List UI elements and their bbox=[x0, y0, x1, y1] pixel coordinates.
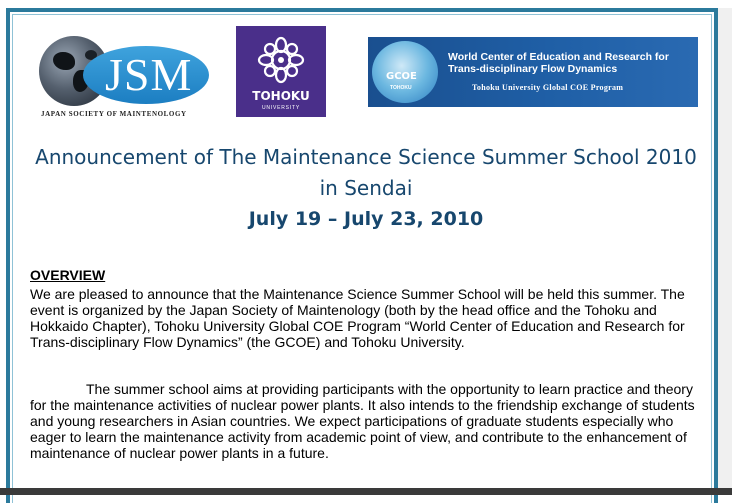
gcoe-program: Tohoku University Global COE Program bbox=[472, 83, 624, 92]
tohoku-university-logo bbox=[236, 26, 326, 117]
jsm-logo-caption: JAPAN SOCIETY OF MAINTENOLOGY bbox=[41, 110, 187, 118]
bottom-edge-bar bbox=[0, 488, 732, 495]
announcement-location: in Sendai bbox=[319, 176, 413, 200]
gcoe-badge-text: GCOE bbox=[386, 71, 417, 82]
overview-paragraph-2: The summer school aims at providing participants with the opportunity to learn practice and theory for the maintenance activities of nuclear power plants. It also intends to the friendship exchange of students and young researchers in Asian countries. We expect participations of graduate students especially who eager to learn the maintenance activity from academic point of view, and contribute to the enhancement of maintenance of nuclear power plants in a future. bbox=[30, 381, 695, 461]
gcoe-title: World Center of Education and Research for Trans-disciplinary Flow Dynamics bbox=[448, 51, 669, 75]
overview-heading: OVERVIEW bbox=[30, 267, 106, 283]
jsm-logo bbox=[35, 28, 215, 124]
jsm-logo-text: JSM bbox=[105, 49, 193, 100]
tohoku-sub: UNIVERSITY bbox=[261, 105, 300, 111]
gcoe-banner bbox=[368, 37, 698, 107]
gcoe-badge-sub: TOHOKU bbox=[390, 85, 412, 91]
tohoku-name: TOHOKU bbox=[252, 89, 310, 103]
tohoku-emblem-icon bbox=[257, 36, 305, 84]
overview-paragraph-1: We are pleased to announce that the Maintenance Science Summer School will be held this summer. The event is organized by the Japan Society of Maintenology (both by the head office and the Tohoku and Hokkaido Chapter), Tohoku University Global COE Program “World Center of Education and Research for Trans-disciplinary Flow Dynamics” (the GCOE) and Tohoku University. bbox=[30, 286, 685, 350]
announcement-title: Announcement of The Maintenance Science Summer School 2010 bbox=[35, 145, 697, 169]
announcement-dates: July 19 – July 23, 2010 bbox=[248, 208, 484, 230]
window-edge bbox=[718, 8, 732, 495]
